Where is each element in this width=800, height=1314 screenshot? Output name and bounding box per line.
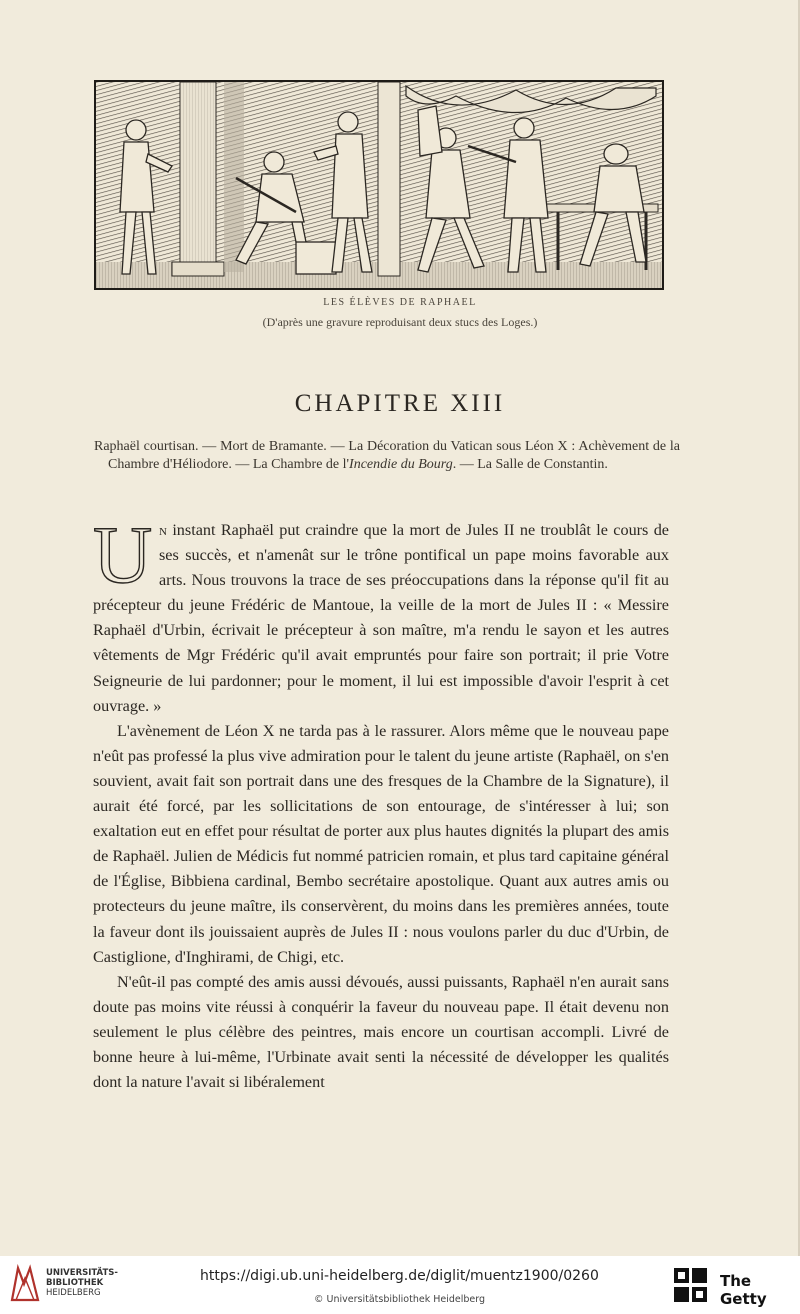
getty-logo-icon — [672, 1266, 710, 1306]
first-word-rest: n — [159, 521, 167, 539]
paragraph-2: L'avènement de Léon X ne tarda pas à le rassurer. Alors même que le nouveau pape n'eût pas professé la plus vive admiration pour le talent du jeune artiste (Raphaël, on s'en souvient, avait fait son portrait dans une des fresques de la Chambre de la Signature), il aurait été forcé, par les sollicitations de son entourage, de s'intéresser à lui; son exaltation eut en effet pour résultat de porter aux plus hautes dignités la plupart des amis de Raphaël. Julien de Médicis fut nommé patricien romain, et plus tard capitaine général de l'Église, Bibbiena cardinal, Bembo secrétaire apostolique. Quant aux autres amis ou protecteurs du jeune maître, ils conservèrent, du moins dans les premières années, toute la faveur dont ils jouissaient auprès de Jules II : nous voulons parler du duc d'Urbin, de Castiglione, d'Inghirami, de Chigi, etc. — [93, 721, 669, 966]
copyright-notice: © Universitätsbibliothek Heidelberg — [314, 1294, 486, 1305]
footer-bar — [0, 1256, 800, 1314]
paragraph-3: N'eût-il pas compté des amis aussi dévoués, aussi puissants, Raphaël n'en aurait sans doute pas moins vite réussi à conquérir la faveur du nouveau pape. Il était devenu non seulement le plus célèbre des peintres, mais encore un courtisan accompli. Livré de bonne heure à lui-même, l'Urbinate avait senti la nécessité de développer les qualités dont la nature l'avait si libéralement — [93, 972, 669, 1092]
chapter-title: CHAPITRE XIII — [294, 390, 506, 417]
partner-name: The Getty — [720, 1272, 767, 1308]
institution-name — [46, 1268, 118, 1298]
figure-caption-source: (D'après une gravure reproduisant deux stucs des Loges.) — [262, 315, 538, 329]
summary-text-after: . — La Salle de Constantin. — [452, 457, 608, 472]
chapter-summary — [94, 438, 680, 474]
summary-italic-title: Incendie du Bourg — [349, 457, 453, 472]
chapter-body — [93, 509, 669, 1095]
paragraph-1-text: instant Raphaël put craindre que la mort de Jules II ne troublât le cours de ses succès, et n'amenât sur le trône pontifical un pape moins favorable aux arts. Nous trouvons la trace de ses préoccupations dans la réponse qu'il fit au précepteur du jeune Frédéric de Mantoue, la veille de la mort de Jules II : « Messire Raphaël d'Urbin, écrivait le précepteur à son maître, m'a rendu le sayon et les autres vêtements de Mgr Frédéric qu'il avait empruntés pour faire son portrait; il prie Votre Seigneurie de lui pardonner; pour le moment, il lui est impossible d'avoir l'esprit à cet ouvrage. » — [93, 521, 669, 715]
summary-text-before: Raphaël courtisan. — Mort de Bramante. — La Décoration du Vatican sous Léon X : Achèvement de la Chambre d'Héliodore. — La Chambre de l' — [94, 439, 680, 472]
institution-line-3: HEIDELBERG — [46, 1288, 101, 1298]
paragraph-1 — [93, 509, 669, 719]
permalink-url[interactable]: https://digi.ub.uni-heidelberg.de/diglit/muentz1900/0260 — [200, 1268, 599, 1284]
engraving-illustration — [94, 80, 664, 290]
drop-capital: U — [93, 509, 153, 600]
figure-caption-title: LES ÉLÈVES DE RAPHAEL — [323, 297, 477, 308]
institution-line-2: BIBLIOTHEK — [46, 1278, 104, 1288]
university-seal-icon — [8, 1264, 42, 1304]
institution-line-1: UNIVERSITÄTS- — [46, 1268, 118, 1278]
